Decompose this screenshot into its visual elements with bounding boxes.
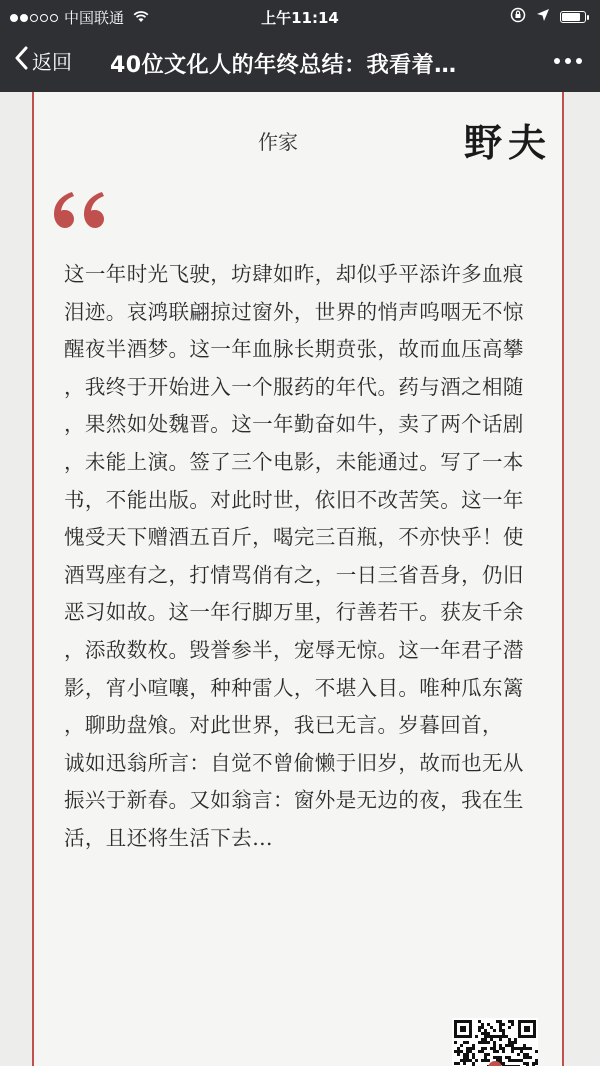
qr-code[interactable] [452, 1018, 538, 1066]
nav-bar [0, 32, 600, 92]
author-role: 作家 [258, 130, 298, 154]
article-line: 泪迹。哀鸿联翩掠过窗外，世界的悄声呜咽无不惊 [64, 299, 524, 324]
quote-mark-icon [50, 188, 108, 236]
article-line: 愧受天下赠酒五百斤，喝完三百瓶，不亦快乎！使 [64, 525, 524, 550]
article-line: 这一年时光飞驶，坊肆如昨，却似乎平添许多血痕 [64, 262, 524, 286]
article-line: 诚如迅翁所言：自觉不曾偷懒于旧岁，故而也无从 [64, 750, 524, 775]
article-line: 书，不能出版。对此时世，依旧不改苦笑。这一年 [64, 487, 524, 512]
article-line: ，未能上演。签了三个电影，未能通过。写了一本 [64, 449, 524, 474]
more-dot [576, 58, 582, 64]
article-line: ，果然如处魏晋。这一年勤奋如牛，卖了两个话剧 [64, 412, 524, 437]
article-line: 醒夜半酒梦。这一年血脉长期贲张，故而血压高攀 [64, 337, 524, 362]
back-chevron-icon [14, 46, 28, 75]
carrier-name: 中国联通 [64, 9, 125, 27]
article-line: ，我终于开始进入一个服药的年代。药与酒之相随 [64, 374, 524, 399]
rotation-lock-icon [510, 7, 526, 27]
article-line: ，聊助盘飧。对此世界，我已无言。岁暮回首， [64, 713, 503, 738]
article-line: 影，宵小喧嚷，种种雷人，不堪入目。唯种瓜东篱 [64, 675, 524, 700]
article-line: 酒骂座有之，打情骂俏有之，一日三省吾身，仍旧 [64, 562, 524, 587]
article-body [64, 256, 544, 858]
back-button[interactable] [14, 46, 72, 75]
article-line: 恶习如故。这一年行脚万里，行善若干。获友千余 [64, 600, 524, 625]
article-line: 振兴于新春。又如翁言：窗外是无边的夜，我在生 [64, 788, 524, 813]
more-dot [554, 58, 560, 64]
author-name: 野夫 [464, 120, 553, 165]
article-card [32, 92, 564, 1066]
more-options-button[interactable] [554, 58, 582, 64]
article-line: 活，且还将生活下去… [64, 825, 273, 850]
status-bar [0, 0, 600, 32]
more-dot [565, 58, 571, 64]
location-arrow-icon [536, 8, 550, 26]
article-content[interactable] [0, 92, 600, 1066]
status-right [510, 7, 586, 27]
page-title: 40位文化人的年终总结：我看着… [110, 53, 457, 78]
article-line: ，添敌数枚。毁誉参半，宠辱无惊。这一年君子潜 [64, 637, 524, 662]
back-label: 返回 [32, 50, 72, 74]
battery-icon [560, 11, 586, 23]
status-time: 上午11:14 [261, 9, 339, 27]
